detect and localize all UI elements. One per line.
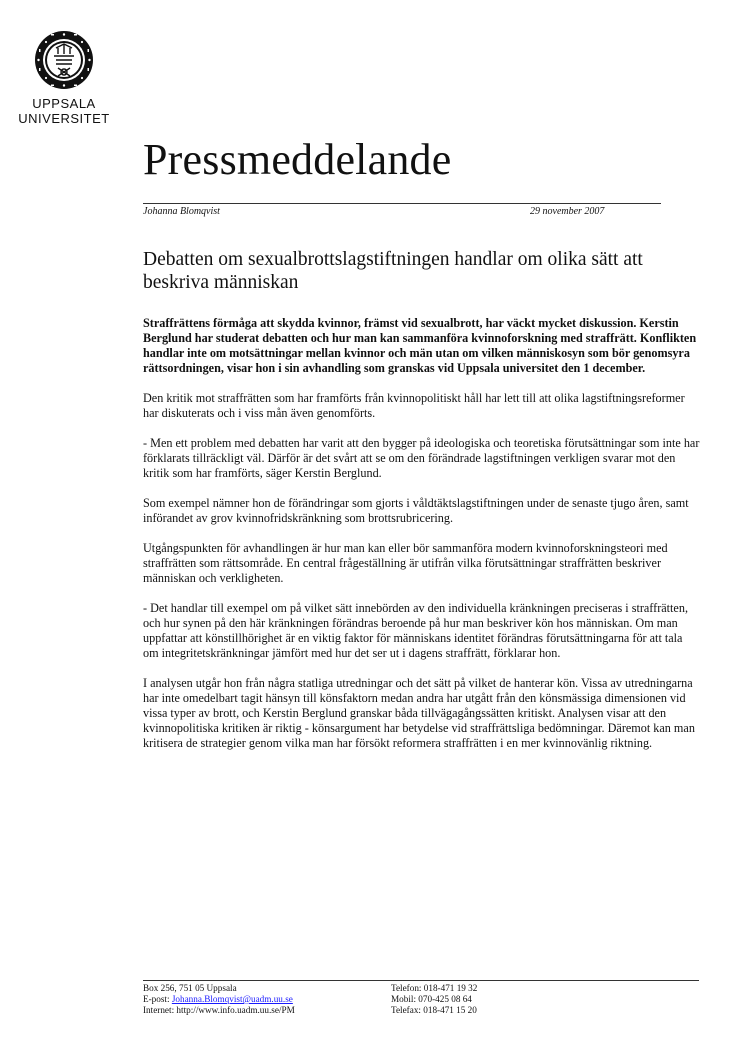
footer-email-label: E-post: <box>143 994 172 1004</box>
footer-phone: Telefon: 018-471 19 32 <box>391 983 478 993</box>
footer-internet: Internet: http://www.info.uadm.uu.se/PM <box>143 1005 295 1015</box>
header-divider <box>143 203 661 204</box>
article-paragraph: - Det handlar till exempel om på vilket sätt innebörden av den individuella kränkningen preciseras i straffrätten, och hur synen på den här kränkningen förändras beroende på hur man beskriver kön hos människan. Om man uppfattar att könstillhörighet är en viktig faktor för människans identitet förändras förutsättningarna för att tala om integritetskränkningar jämfört med hur det ser ut i dagens straffrätt, förklarar hon. <box>143 601 688 660</box>
footer-mobile: Mobil: 070-425 08 64 <box>391 994 472 1004</box>
logo-text <box>0 96 128 126</box>
logo-line-1: UPPSALA <box>32 96 96 111</box>
page-title: Pressmeddelande <box>143 135 452 184</box>
article-paragraph: Utgångspunkten för avhandlingen är hur man kan eller bör sammanföra modern kvinnoforskningsteori med straffrätten som rättsområde. En central frågeställning är utifrån vilka förutsättningar straffrätten beskriver människan och verkligheten. <box>143 541 668 585</box>
article-body <box>143 316 701 766</box>
footer-contact-right <box>391 983 477 1016</box>
university-seal-icon <box>34 30 94 90</box>
footer-email-line <box>143 994 295 1005</box>
footer-divider <box>143 980 699 981</box>
author-name: Johanna Blomqvist <box>143 206 220 217</box>
footer-fax: Telefax: 018-471 15 20 <box>391 1005 477 1015</box>
footer-contact-left <box>143 983 295 1016</box>
logo-line-2: UNIVERSITET <box>18 111 110 126</box>
footer-email-link[interactable]: Johanna.Blomqvist@uadm.uu.se <box>171 994 293 1004</box>
article-paragraph: I analysen utgår hon från några statliga utredningar och det sätt på vilket de hanterar kön. Vissa av utredningarna har inte omedelbart tagit hänsyn till könsfaktorn medan andra har utgått från den könsmässiga dimensionen vid vissa typer av brott, och Kerstin Berglund granskar båda tillvägagångssätten kritiskt. Analysen visar att den kvinnopolitiska kritiken är riktig - könsargument har betydelse vid straffrättsliga bedömningar. Däremot kan man kritisera de strategier genom vilka man har försökt reformera straffrätten i en mer kvinnovänlig riktning. <box>143 676 695 750</box>
article-lead: Straffrättens förmåga att skydda kvinnor, främst vid sexualbrott, har väckt mycket diskussion. Kerstin Berglund har studerat debatten och hur man kan sammanföra kvinnoforskning med straffrätt. Konflikten handlar inte om motsättningar mellan kvinnor och män utan om vilken människosyn som bör genomsyra rättsordningen, visar hon i sin avhandling som granskas vid Uppsala universitet den 1 december. <box>143 316 697 375</box>
article-paragraph: - Men ett problem med debatten har varit att den bygger på ideologiska och teoretiska förutsättningar som inte har förklarats tillräckligt väl. Därför är det svårt att se om den förändrade lagstiftningen verkligen svarar mot den kritik som har framförts, säger Kerstin Berglund. <box>143 436 700 480</box>
article-paragraph: Som exempel nämner hon de förändringar som gjorts i våldtäktslagstiftningen under de senaste tjugo åren, samt införandet av grov kvinnofridskränkning som brottsrubricering. <box>143 496 689 525</box>
university-logo <box>0 30 128 126</box>
publish-date: 29 november 2007 <box>530 206 605 217</box>
article-paragraph: Den kritik mot straffrätten som har framförts från kvinnopolitiskt håll har lett till att olika lagstiftningsreformer har diskuterats och i viss mån även genomförts. <box>143 391 685 420</box>
article-headline: Debatten om sexualbrottslagstiftningen handlar om olika sätt att beskriva människan <box>143 249 643 293</box>
footer-address: Box 256, 751 05 Uppsala <box>143 983 237 993</box>
